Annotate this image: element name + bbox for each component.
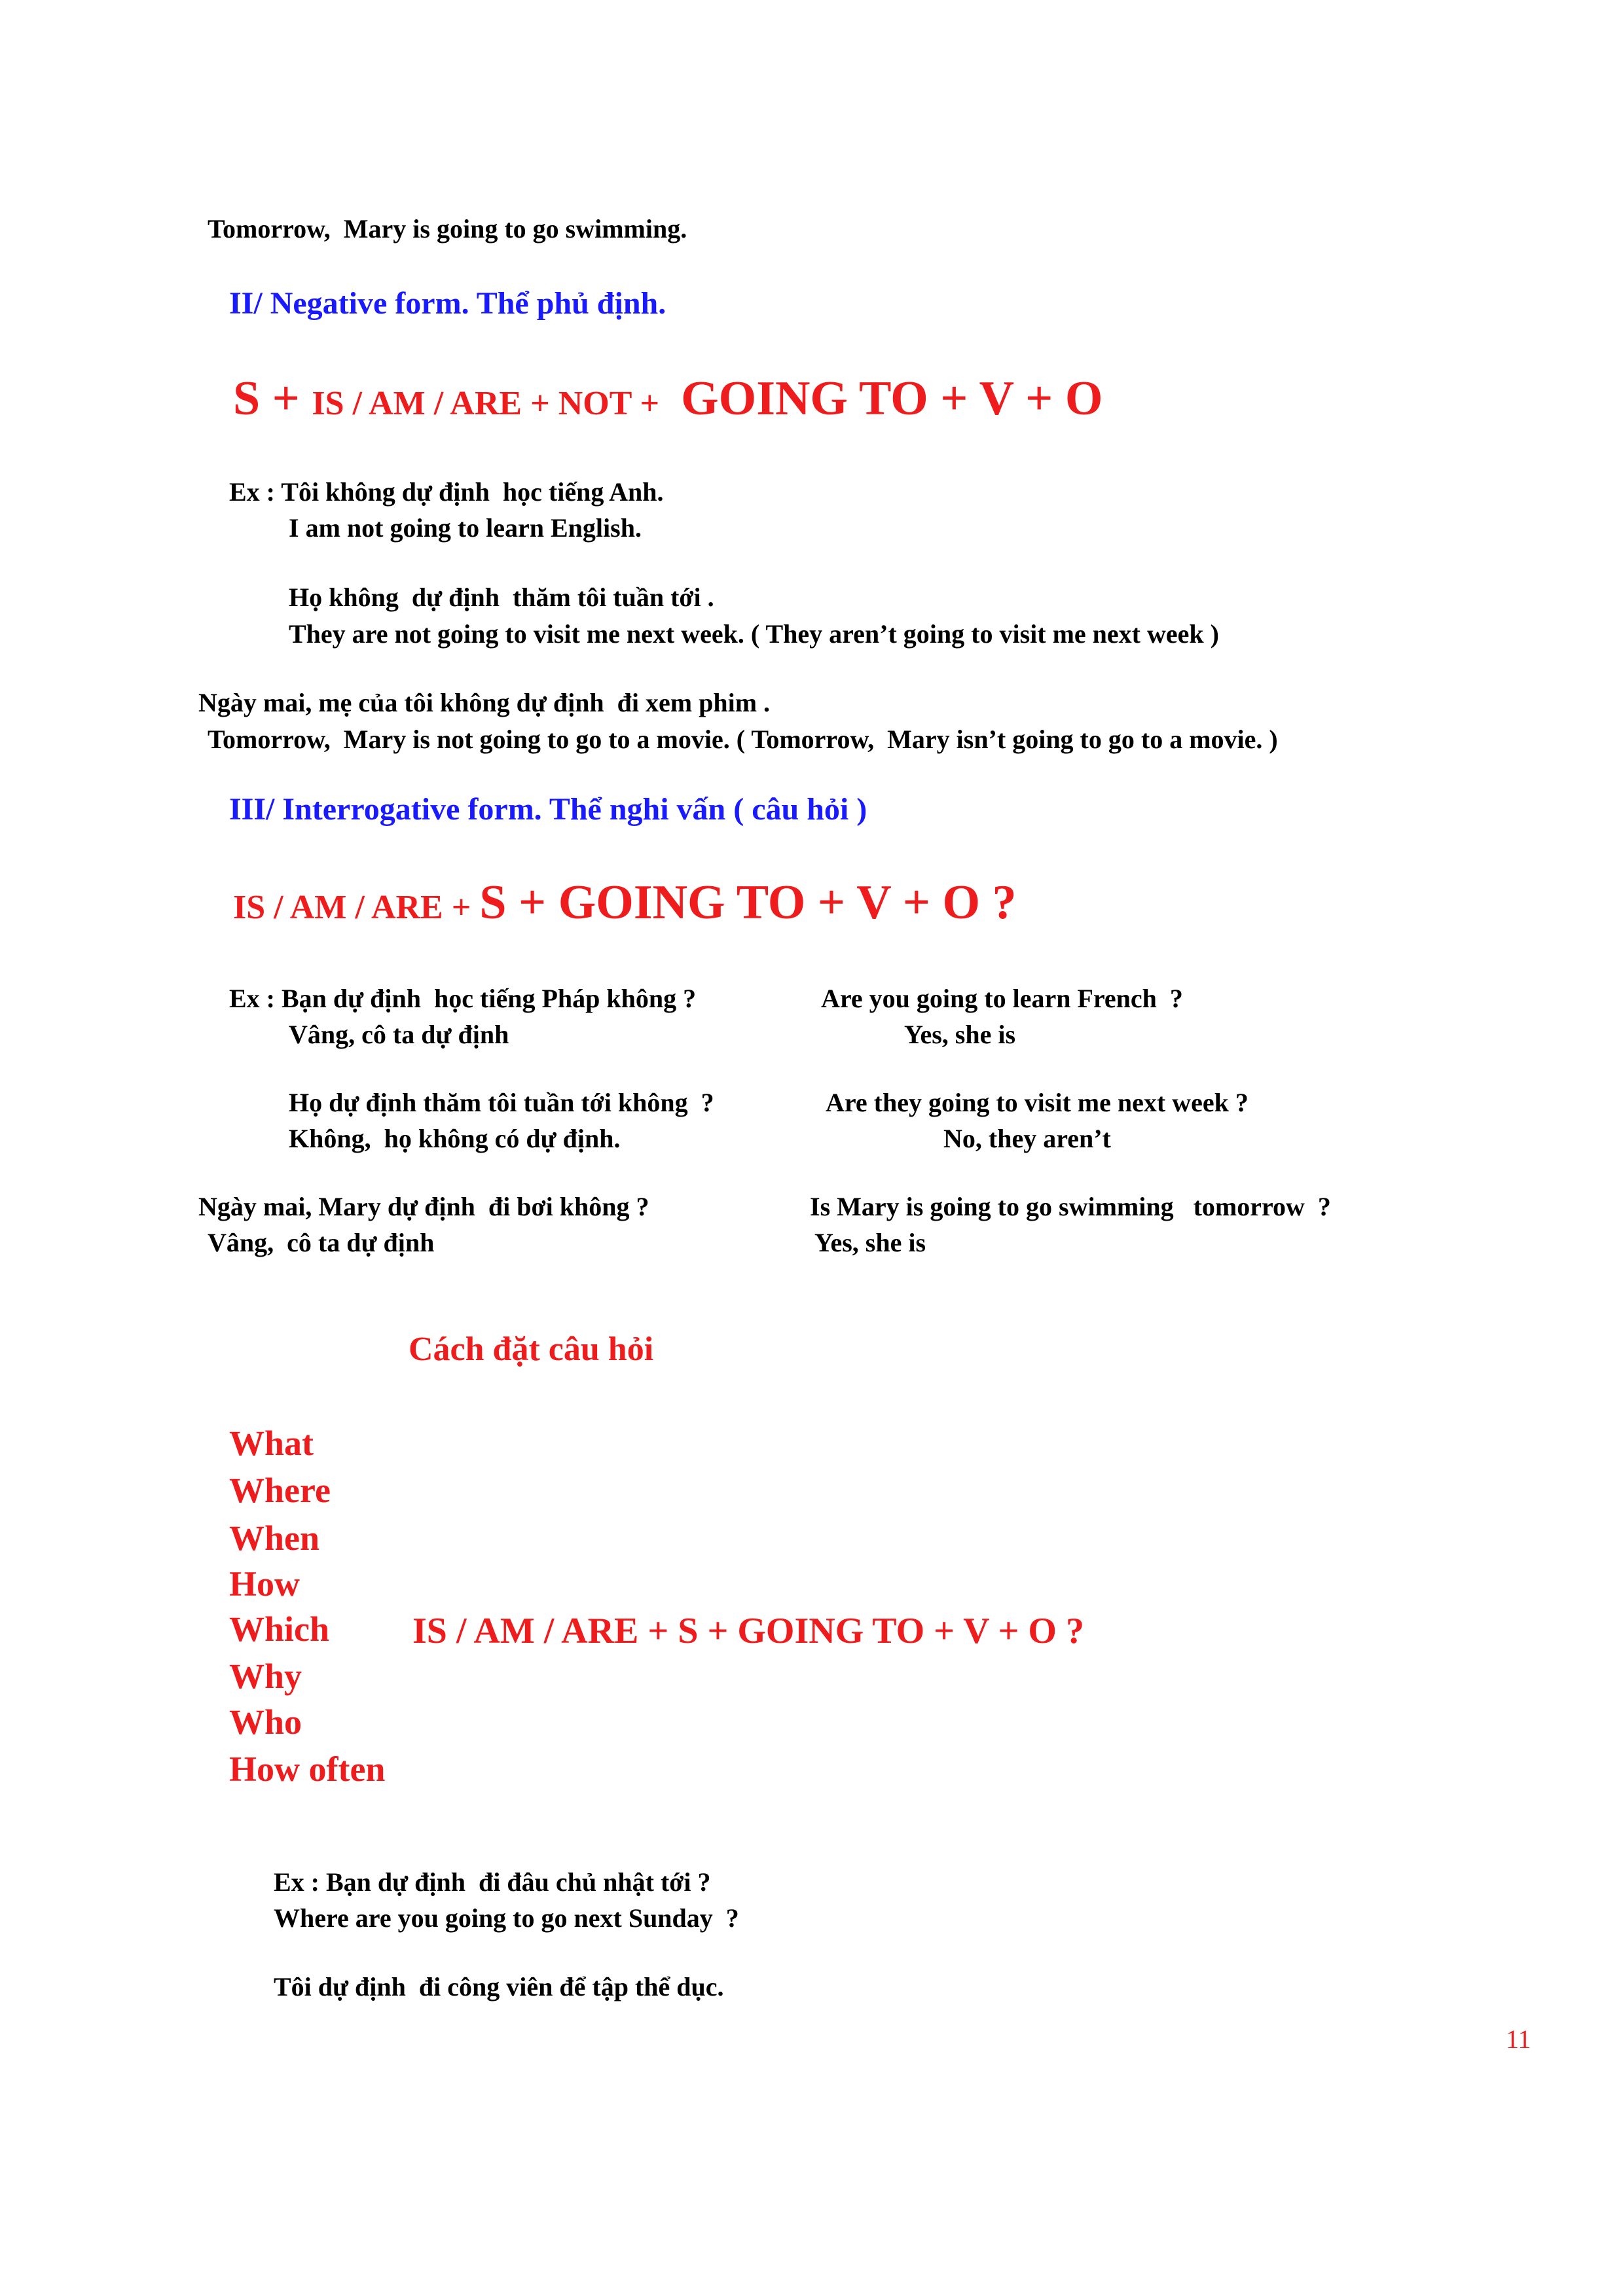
formula-going-to: GOING TO + V + O — [681, 372, 1103, 425]
negative-ex3-en: Tomorrow, Mary is not going to go to a movie. ( Tomorrow, Mary isn’t going to go to a movie. ) — [208, 725, 1278, 754]
question-word-where: Where — [229, 1471, 331, 1510]
question-word-why: Why — [229, 1657, 302, 1696]
question-word-how-often: How often — [229, 1749, 386, 1789]
interrogative-ex2-question-vi: Họ dự định thăm tôi tuần tới không ? — [289, 1088, 714, 1117]
interrogative-ex1-question-en: Are you going to learn French ? — [821, 984, 1183, 1013]
interrogative-ex2-answer-en: No, they aren’t — [943, 1124, 1111, 1153]
negative-form-heading: II/ Negative form. Thể phủ định. — [229, 286, 666, 321]
negative-formula — [228, 364, 1103, 423]
formula-is-am-are: IS / AM / ARE + — [233, 889, 480, 926]
formula-s-plus: S + — [233, 372, 312, 425]
tomorrow-positive-sentence: Tomorrow, Mary is going to go swimming. — [208, 214, 687, 243]
interrogative-ex2-answer-vi: Không, họ không có dự định. — [289, 1124, 621, 1153]
question-word-who: Who — [229, 1702, 302, 1742]
question-formation-heading: Cách đặt câu hỏi — [409, 1331, 654, 1368]
page-number: 11 — [1506, 2024, 1531, 2054]
interrogative-ex3-question-vi: Ngày mai, Mary dự định đi bơi không ? — [198, 1192, 649, 1221]
negative-ex1-vi: Ex : Tôi không dự định học tiếng Anh. — [229, 477, 664, 507]
question-ex-vi: Ex : Bạn dự định đi đâu chủ nhật tới ? — [274, 1867, 711, 1897]
interrogative-ex1-answer-vi: Vâng, cô ta dự định — [289, 1020, 509, 1049]
interrogative-ex1-question-vi: Ex : Bạn dự định học tiếng Pháp không ? — [229, 984, 697, 1013]
formula-s-going-to: S + GOING TO + V + O ? — [479, 876, 1017, 929]
interrogative-ex3-answer-vi: Vâng, cô ta dự định — [208, 1228, 435, 1257]
negative-ex1-en: I am not going to learn English. — [289, 513, 642, 543]
interrogative-ex3-question-en: Is Mary is going to go swimming tomorrow ? — [810, 1192, 1331, 1221]
question-word-how: How — [229, 1564, 300, 1604]
negative-ex3-vi: Ngày mai, mẹ của tôi không dự định đi xem phim . — [198, 688, 771, 717]
interrogative-form-heading: III/ Interrogative form. Thể nghi vấn ( câu hỏi ) — [229, 792, 867, 827]
question-word-when: When — [229, 1518, 320, 1558]
question-word-what: What — [229, 1424, 314, 1463]
formula-is-am-are-not: IS / AM / ARE + NOT + — [312, 385, 668, 422]
negative-ex2-vi: Họ không dự định thăm tôi tuần tới . — [289, 583, 714, 612]
interrogative-ex3-answer-en: Yes, she is — [814, 1228, 926, 1257]
question-word-formula: IS / AM / ARE + S + GOING TO + V + O ? — [412, 1611, 1084, 1651]
question-ex-en: Where are you going to go next Sunday ? — [274, 1903, 739, 1933]
question-word-which: Which — [229, 1609, 330, 1649]
interrogative-formula — [228, 868, 1017, 927]
question-ex-answer-vi: Tôi dự định đi công viên để tập thể dục. — [274, 1972, 724, 2001]
negative-ex2-en: They are not going to visit me next week. ( They aren’t going to visit me next week ) — [289, 619, 1219, 649]
interrogative-ex2-question-en: Are they going to visit me next week ? — [826, 1088, 1249, 1117]
interrogative-ex1-answer-en: Yes, she is — [904, 1020, 1016, 1049]
